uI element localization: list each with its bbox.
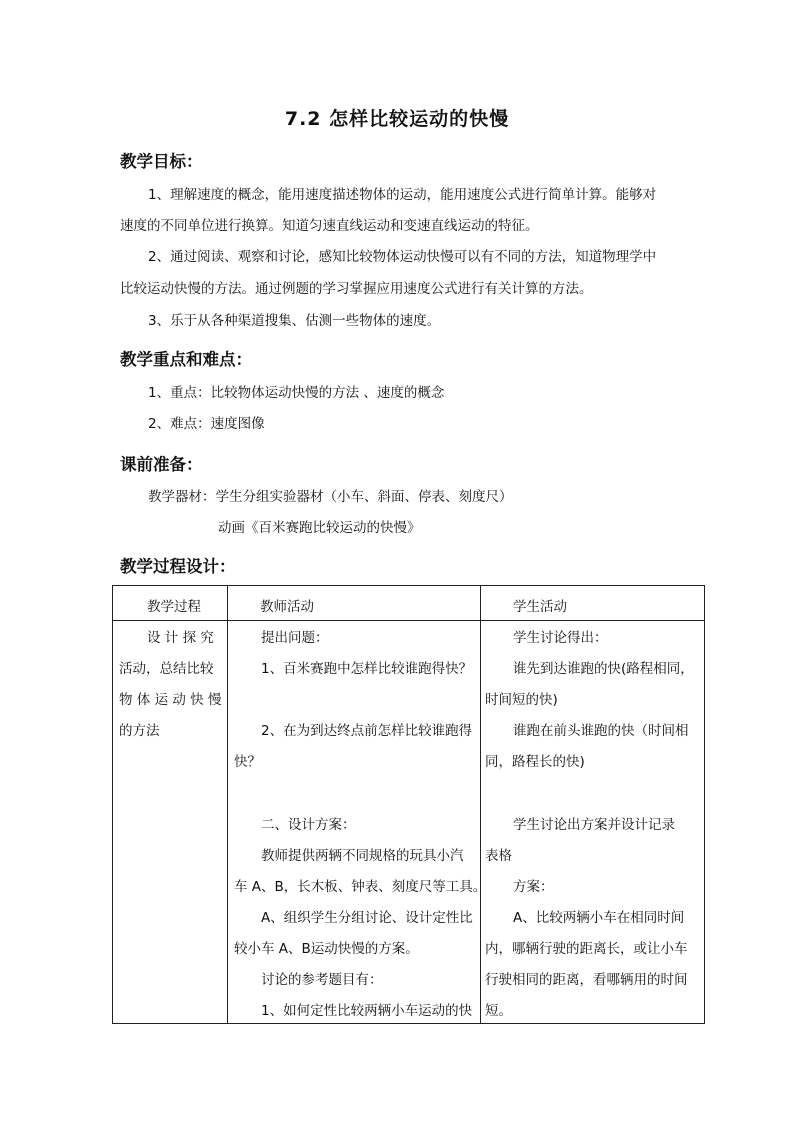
- key-point-line: 2、难点：速度图像: [148, 416, 265, 432]
- cell-line: 快？: [234, 754, 261, 770]
- header-process: 教学过程: [147, 599, 201, 615]
- cell-line: 表格: [485, 848, 512, 864]
- preparation-line: 动画《百米赛跑比较运动的快慢》: [218, 520, 421, 536]
- cell-line: 同，路程长的快): [485, 754, 585, 770]
- key-points-heading: 教学重点和难点：: [120, 350, 252, 369]
- cell-line: 学生讨论得出：: [513, 630, 608, 646]
- cell-line: 谁先到达谁跑的快(路程相同，: [513, 661, 694, 677]
- page-title: 7.2 怎样比较运动的快慢: [284, 108, 510, 130]
- cell-line: 二、设计方案：: [261, 817, 356, 833]
- objective-line: 速度的不同单位进行换算。知道匀速直线运动和变速直线运动的特征。: [120, 218, 539, 234]
- cell-line: 设 计 探 究: [147, 630, 214, 646]
- preparation-line: 教学器材：学生分组实验器材（小车、斜面、停表、刻度尺）: [148, 489, 513, 505]
- cell-line: 谁跑在前头谁跑的快（时间相: [513, 723, 689, 739]
- cell-line: 2、在为到达终点前怎样比较谁跑得: [261, 723, 473, 739]
- teacher-cell: [228, 621, 487, 1024]
- objective-line: 1、理解速度的概念，能用速度描述物体的运动，能用速度公式进行简单计算。能够对: [148, 187, 657, 203]
- header-cell: [481, 586, 705, 621]
- process-table: [112, 585, 705, 1024]
- header-cell: [228, 586, 481, 621]
- cell-line: 较小车 A、B运动快慢的方案。: [234, 941, 419, 957]
- cell-line: 方案：: [513, 879, 554, 895]
- process-cell: [113, 621, 228, 1024]
- cell-line: 学生讨论出方案并设计记录: [513, 817, 675, 833]
- header-cell: [113, 586, 228, 621]
- cell-line: 时间短的快): [485, 692, 558, 708]
- process-heading: 教学过程设计：: [120, 557, 236, 576]
- cell-line: 提出问题：: [261, 630, 329, 646]
- cell-line: 物 体 运 动 快 慢: [119, 692, 222, 708]
- cell-line: A、组织学生分组讨论、设计定性比: [261, 910, 473, 926]
- cell-line: 行驶相同的距离，看哪辆用的时间: [485, 972, 688, 988]
- cell-line: 车 A、B，长木板、钟表、刻度尺等工具。: [234, 879, 487, 895]
- cell-line: 短。: [485, 1003, 512, 1019]
- table-header-row: [113, 586, 705, 621]
- objectives-heading: 教学目标：: [120, 152, 203, 171]
- cell-line: 活动，总结比较: [119, 661, 214, 677]
- preparation-heading: 课前准备：: [120, 455, 203, 474]
- cell-line: 1、如何定性比较两辆小车运动的快: [261, 1003, 473, 1019]
- student-cell: [481, 621, 705, 1024]
- objective-line: 比较运动快慢的方法。通过例题的学习掌握应用速度公式进行有关计算的方法。: [120, 281, 593, 297]
- header-student: 学生活动: [513, 599, 567, 615]
- cell-line: 的方法: [119, 723, 160, 739]
- objective-line: 3、乐于从各种渠道搜集、估测一些物体的速度。: [148, 313, 441, 329]
- cell-line: 教师提供两辆不同规格的玩具小汽: [261, 848, 464, 864]
- cell-line: 讨论的参考题目有：: [261, 972, 383, 988]
- key-point-line: 1、重点：比较物体运动快慢的方法 、速度的概念: [148, 385, 445, 401]
- table-row: [113, 621, 705, 1024]
- cell-line: 1、百米赛跑中怎样比较谁跑得快？: [261, 661, 473, 677]
- header-teacher: 教师活动: [260, 599, 314, 615]
- cell-line: A、比较两辆小车在相同时间: [513, 910, 685, 926]
- cell-line: 内，哪辆行驶的距离长，或让小车: [485, 941, 688, 957]
- objective-line: 2、通过阅读、观察和讨论，感知比较物体运动快慢可以有不同的方法，知道物理学中: [148, 249, 657, 265]
